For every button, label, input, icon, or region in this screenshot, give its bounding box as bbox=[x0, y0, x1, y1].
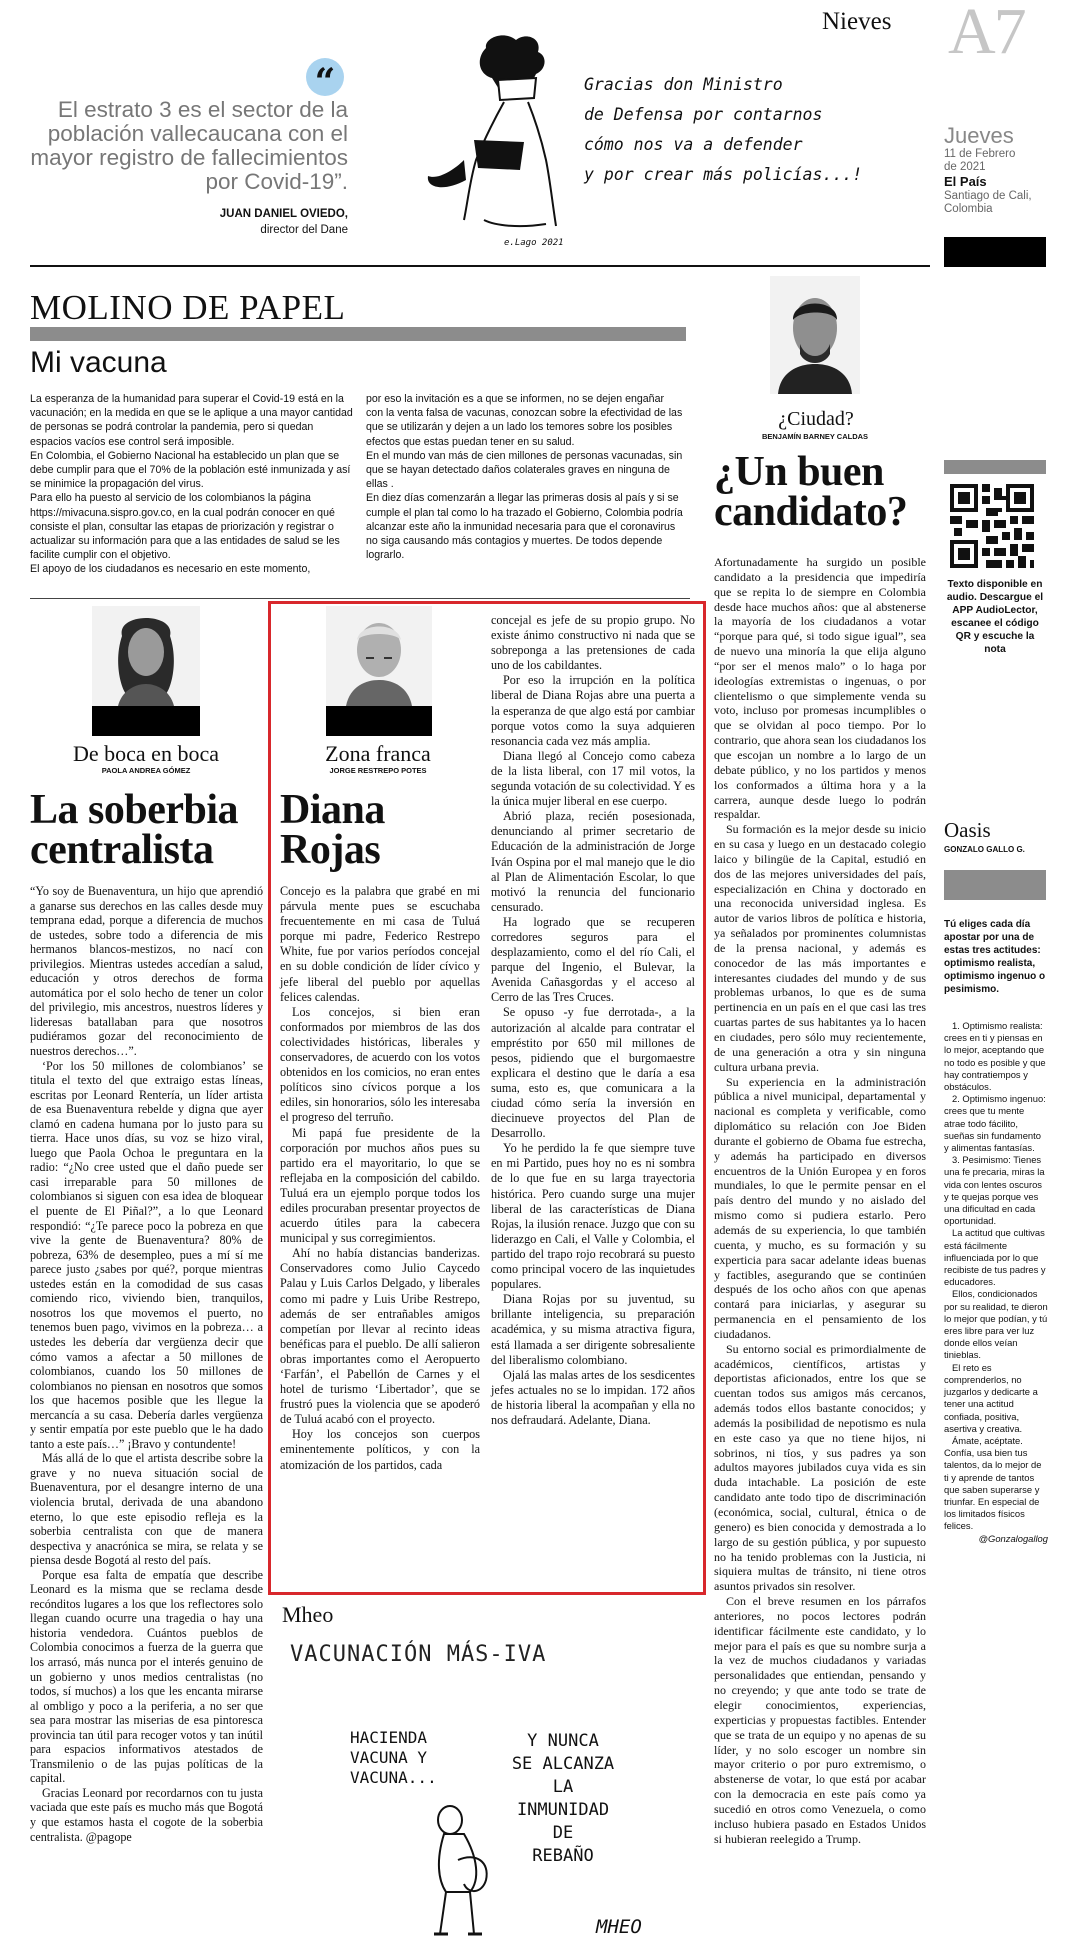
oasis-gray-bar bbox=[944, 870, 1046, 900]
boca-paragraph: Porque esa falta de empatía que describe Leonard es la misma que se reclama desde recónditos lugares a los que los reflectores solo llegan cuando ocurre una tragedia o hay una historia vendedora. Cuántos pueblos de Colombia conocimos a fuerza de la guerra que los arrasó, más nunca por el interés genuino de un gobierno y unos medios centralistas (no todos, sí muchos) a los que les encanta mirarse al ombligo y poco a la periferia, a no ser que sea para mostrar las miserias de esa pintoresca provincia tan útil para recoger votos y tan inútil para espacios informativos atestados de Transmilenio o de las pujas políticas de la capital. bbox=[30, 1567, 263, 1786]
zona-paragraph: concejal es jefe de su propio grupo. No existe ánimo constructivo ni nada que se sobreponga a las pretensiones de cada uno de los cabildantes. bbox=[491, 613, 695, 673]
zona-section: Zona franca bbox=[325, 741, 431, 766]
oasis-paragraph: El reto es comprenderlos, no juzgarlos y dedicarte a tener una actitud confiada, positiva, asertiva y creativa. bbox=[944, 1361, 1038, 1434]
boca-section: De boca en boca bbox=[73, 741, 219, 766]
zona-paragraph: Ojalá las malas artes de los sesdicentes jefes actuales no se lo impidan. 172 años de historia liberal la acompañan y ella no nos defraudará. Adelante, Diana. bbox=[491, 1367, 695, 1427]
editorial-col-1 bbox=[30, 392, 356, 577]
bubble-left-line-3: VACUNA... bbox=[350, 1768, 437, 1787]
boca-author: PAOLA ANDREA GÓMEZ bbox=[101, 766, 191, 775]
oasis-paragraph: 3. Pesimismo: Tienes una fe precaria, miras la vida con lentes oscuros y te quejas porque ves una dificultad en cada oportunidad. bbox=[944, 1154, 1045, 1227]
boca-title-line-1: La soberbia bbox=[30, 787, 239, 833]
cartoon-man-figure bbox=[410, 1800, 500, 1940]
page-number: A7 bbox=[948, 0, 1025, 68]
oasis-title: Oasis bbox=[944, 818, 991, 842]
oasis-body bbox=[944, 1020, 1048, 1545]
bubble-right-line-4: INMUNIDAD bbox=[516, 1800, 610, 1820]
cartoon-woman-figure bbox=[424, 30, 604, 262]
qr-code[interactable] bbox=[950, 484, 1034, 568]
date-block bbox=[944, 124, 1064, 216]
oasis-author: GONZALO GALLO G. bbox=[944, 845, 1025, 854]
boca-title-line-2: centralista bbox=[30, 827, 214, 873]
speech-line-4: y por crear más policías...! bbox=[584, 165, 863, 184]
oasis-paragraph: Ellos, condicionados por su realidad, te dieron lo mejor que podían, y tú eres libre para ver luz donde ellos veían tinieblas. bbox=[944, 1288, 1048, 1361]
bubble-right-line-2: SE ALCANZA bbox=[511, 1754, 615, 1774]
zona-title-line-2: Rojas bbox=[280, 827, 381, 873]
cartoon-speech bbox=[584, 70, 894, 190]
editorial-paragraph: La esperanza de la humanidad para superar el Covid-19 está en la vacunación; en la medida en que se le aplique a una mayor cantidad de personas se podrá controlar la pandemia, pero si quedan espacios vacíos ese control será imposible. bbox=[30, 393, 353, 448]
boca-body bbox=[30, 884, 263, 1844]
zona-paragraph: Mi papá fue presidente de la corporación por muchos años pues su partido era el mayoritario, lo que se reflejaba en la composición del cabildo. Tuluá era un ejemplo porque todos los ediles procuraban presentar proyectos de acuerdo útiles para la cabecera municipal y sus corregimientos. bbox=[280, 1125, 480, 1246]
city-line-2: Colombia bbox=[944, 203, 993, 215]
zona-paragraph: Yo he perdido la fe que siempre tuve en mi Partido, pues hoy no es ni sombra de lo que fue en su larga trayectoria histórica. Pero cuando surge una mujer liberal de las características de Diana Rojas, la ilusión renace. Juzgo que con su liderazgo en Cali, el Valle y Colombia, el partido del trapo rojo recobrará su puesto como principal vocero de las inquietudes populares. bbox=[491, 1141, 695, 1292]
oasis-handle: @Gonzalogallog bbox=[978, 1532, 1048, 1544]
editorial-col-2 bbox=[366, 392, 684, 562]
zona-title bbox=[280, 787, 476, 873]
editorial-section-title: MOLINO DE PAPEL bbox=[30, 288, 346, 327]
newspaper-name: El País bbox=[944, 174, 987, 189]
editorial-paragraph: Para ello ha puesto al servicio de los colombianos la página https://mivacuna.sispro.gov.co, en la cual podrán conocer en qué consiste el plan, consultar las etapas de priorización y registrar o actualizar su información para que a las entidades de salud se les facilite cumplir con el objetivo. bbox=[30, 492, 340, 562]
zona-paragraph: Ahí no había distancias banderizas. Conservadores como Julio Caycedo Palau y Luis Carlos Delgado, y liberales como mi padre y Luis Uribe Restrepo, además de ser entrañables amigos competían por llevar al recinto ideas benéficas para el pueblo. De allí salieron obras importantes como el Aeropuerto ‘Farfán’, el Pabellón de Carnes y el hotel de turismo ‘Libertador’, que se frustró pues la violencia que se apoderó de Tuluá acabó con el proyecto. bbox=[280, 1246, 480, 1427]
qr-instructions: Texto disponible en audio. Descargue el APP AudioLector, escanee el código QR y escuche la nota bbox=[946, 579, 1044, 655]
ciudad-author: BENJAMÍN BARNEY CALDAS bbox=[761, 432, 869, 441]
author-photo-barney bbox=[770, 276, 860, 394]
oasis-paragraph: 2. Optimismo ingenuo: crees que tu mente atrae todo fácilito, sueñas sin fundamento y alimentas fantasías. bbox=[944, 1093, 1046, 1154]
speech-line-1: Gracias don Ministro bbox=[584, 75, 783, 94]
section-name: Nieves bbox=[822, 8, 892, 35]
boca-paragraph: ‘Por los 50 millones de colombianos’ se titula el texto del que extraigo estas líneas, escritas por Leonard Rentería, un líder artista de esa Buenaventura rebelde y digna que ayer clamó en cadena humana por lo justo para su tierra. Hace unos días, su voz se hizo viral, luego que Paola Ochoa le preguntara en la radio: “¿No cree usted que el daño puede ser casi irreparable para 50 millones de colombianos si siguen con esa idea de bloquear el puente de El Piñal?”, a lo que Leonard respondió: “¿Te parece poco la pobreza en que vive la gente de Buenaventura? 80% de pobreza, 63% de desempleo, pues a mí sí me parece justo ¿sabes por qué?, porque mientras ustedes están en la comodidad de sus casas comiendo rico, viviendo bien, tranquilos, nosotros los que movemos el puerto, no tenemos buen pago, vivimos en la pobreza… a ustedes les debería dar vergüenza decir que cómo vamos a afectar a 50 millones de colombianos, cuando los 50 millones de colombianos no piensan en nosotros que somos los que hacemos posible que les llegue la mercancía a su casa. Debería darles vergüenza y sentir empatía por este pueblo que le ha dado tanto a este país…” ¡Bravo y contundente! bbox=[30, 1058, 263, 1451]
ciudad-paragraph: Afortunadamente ha surgido un posible candidato a la presidencia que impediría que se repita lo de siempre en Colombia desde hace muchos años: que al abstenerse la mayoría de los ciudadanos a votar “porque para qué, si todo sigue igual”, sea de nuevo una minoría la que elija alguno “por ser el menos malo” o lo haga por ideologías extremistas o ingenuas, o por clientelismo o que simplemente venda su voto, incluso por promesas incumplibles o que se olvidan al poco tiempo. Por lo contrario, que ahora sean los ciudadanos los que escojan un nombre a lo largo de un debate público, y no los partidos y menos los conformados a última hora y a la carrera, aunque desde luego lo podrán respaldar. bbox=[714, 555, 926, 822]
zona-paragraph: Ha logrado que se recuperen corredores seguros para el desplazamiento, como el del río Cali, el parque del Ingenio, el Bulevar, la Avenida Cañasgordas y el acceso al Cerro de las Tres Cruces. bbox=[491, 914, 695, 1005]
quote-icon: “ bbox=[306, 58, 344, 96]
ciudad-title bbox=[714, 449, 934, 535]
editorial-paragraph: El apoyo de los ciudadanos es necesario en este momento, bbox=[30, 563, 311, 576]
zona-paragraph: Diana llegó al Concejo como cabeza de la lista liberal, con 17 mil votos, la segunda votación de su colectividad. Y es la única mujer liberal en ese cuerpo. bbox=[491, 748, 695, 809]
zona-paragraph: Abrió plaza, recién posesionada, denunciando al primer secretario de Educación de la administración de Jorge Iván Ospina por el mal manejo que le dio al Plan de Alimentación Escolar, lo que motivó la renuncia del funcionario censurado. bbox=[491, 809, 695, 914]
zona-paragraph: Diana Rojas por su juventud, su brillante inteligencia, su preparación académica, y su misma atractiva figura, está llamada a ser dirigente sobresaliente del liberalismo colombiano. bbox=[491, 1292, 695, 1367]
editorial-paragraph: por eso la invitación es a que se informen, no se dejen engañar con la venta falsa de vacunas, conozcan sobre la efectividad de las que se utilizarán y dejen a un lado los temores sobre los posibles efectos que estas puedan tener en su salud. bbox=[366, 393, 683, 448]
cartoon-mheo-signature: MHEO bbox=[596, 1916, 642, 1938]
quote-text: El estrato 3 es el sector de la población vallecaucana con el mayor registro de fallecimientos por Covid-19”. bbox=[30, 97, 348, 194]
boca-paragraph: Más allá de lo que el artista describe sobre la grave y no nueva situación social de Buenaventura, por el desangre interno de una violencia brutal, derivada de una abandono eterno, lo que este episodio refleja es la soberbia centralista con que de manera despectiva y anacrónica se mira, se relata y se piensa desde Bogotá al resto del país. bbox=[30, 1451, 263, 1568]
cartoon-caption: VACUNACIÓN MÁS-IVA bbox=[290, 1642, 547, 1667]
ciudad-body bbox=[714, 555, 926, 1846]
editorial-paragraph: En diez días comenzarán a llegar las primeras dosis al país y si se cumple el plan tal como lo ha trazado el Gobierno, Colombia podría alcanzar este año la inmunidad necesaria para que el coronavirus no siga causando más contagios y muertes. De todos depende lograrlo. bbox=[366, 492, 683, 562]
editorial-paragraph: En Colombia, el Gobierno Nacional ha establecido un plan que se debe cumplir para que el 70% de la población esté inmunizada y así se minimice la propagación del virus. bbox=[30, 449, 351, 491]
oasis-paragraph: Ámate, acéptate. Confía, usa bien tus talentos, da lo mejor de ti y aprende de tantos que saben superarse y triunfar. En especial de los limitados físicos felices. bbox=[944, 1434, 1042, 1532]
author-photo-bar-restrepo bbox=[326, 706, 432, 736]
bubble-right-line-1: Y NUNCA bbox=[527, 1731, 599, 1751]
quote-author: JUAN DANIEL OVIEDO, bbox=[219, 208, 348, 220]
oasis-paragraph: La actitud que cultivas está fácilmente influenciada por lo que recibiste de tus padres y educadores. bbox=[944, 1227, 1046, 1288]
zona-col-1 bbox=[280, 884, 480, 1473]
boca-paragraph: Gracias Leonard por recordarnos con tu justa vaciada que este país es mucho más que Bogotá y que estamos hasta el cogote de la soberbia centralista. @pagope bbox=[30, 1785, 263, 1844]
editorial-title: Mi vacuna bbox=[30, 346, 167, 379]
ciudad-section: ¿Ciudad? bbox=[778, 408, 854, 430]
cartoon-signature: e.Lago 2021 bbox=[504, 238, 564, 248]
ciudad-paragraph: Su formación es la mejor desde su inicio en su casa y luego en un destacado colegio laico y bilingüe de la Capital, estudió en dos de las mejores universidades del país, especialización en China y doctorado en una reconocida universidad inglesa. Es autor de varios libros de política e historia, ya señalados por prominentes columnistas de la prensa nacional, y además es conocedor de las más importantes e interesantes ciudades del mundo y de sus problemas urbanos, lo que es de suma pertinencia en un país en el que casi las tres cuartas partes de sus habitantes ya lo hacen en ciudades, pero sólo muy recientemente, de una generación a otra y sin ninguna cultura urbana previa. bbox=[714, 822, 926, 1074]
cartoon-section-title: Mheo bbox=[282, 1602, 334, 1627]
boca-paragraph: “Yo soy de Buenaventura, un hijo que aprendió a ganarse sus derechos en las calles desde muy temprana edad, porque a diferencia de muchos de ustedes, sobre todo a diferencia de mis hermanos blancos-mestizos, no nací con privilegios. Mientras ustedes accedían a salud, educación y otros derechos de forma automática por el solo hecho de tener un color del privilegio, mis ancestros, nuestros líderes y lideresas batallaban para que nosotros pudiéramos gozar del reconocimiento de nuestros derechos…”. bbox=[30, 884, 263, 1059]
cartoon-bubble-left bbox=[350, 1728, 437, 1788]
ciudad-title-line-1: ¿Un buen bbox=[714, 449, 884, 495]
header-black-bar bbox=[944, 237, 1046, 267]
zona-paragraph: Concejo es la palabra que grabé en mi párvula mente pues se escuchaba frecuentemente en mi casa de Tuluá porque mi padre, Federico Restrepo White, fue por varios períodos concejal en su doble condición de líder cívico y jefe liberal del pueblo por aquellas felices calendas. bbox=[280, 884, 480, 1004]
zona-title-line-1: Diana bbox=[280, 787, 385, 833]
bubble-left-line-2: VACUNA Y bbox=[350, 1748, 428, 1767]
zona-col-2 bbox=[491, 613, 695, 1428]
editorial-section-bar bbox=[30, 327, 686, 341]
zona-author: JORGE RESTREPO POTES bbox=[329, 766, 427, 775]
oasis-paragraph: 1. Optimismo realista: crees en ti y piensas en lo mejor, aceptando que no todo es posible y que hay contratiempos y obstáculos. bbox=[944, 1020, 1046, 1093]
bubble-right-line-6: REBAÑO bbox=[532, 1846, 594, 1866]
ciudad-title-line-2: candidato? bbox=[714, 489, 908, 535]
speech-line-3: cómo nos va a defender bbox=[584, 135, 803, 154]
bubble-right-line-3: LA bbox=[552, 1777, 574, 1797]
zona-paragraph: Los concejos, si bien eran conformados por miembros de las dos colectividades históricas, liberales y conservadores, de acuerdo con los votos obtenidos en los comicios, no eran entes políticos sino cívicos porque a los ediles, sin honorarios, sólo les interesaba el progreso del terruño. bbox=[280, 1004, 480, 1125]
oasis-intro: Tú eliges cada día apostar por una de estas tres actitudes: optimismo realista, optimismo ingenuo o pesimismo. bbox=[944, 919, 1046, 995]
author-photo-gomez bbox=[92, 606, 200, 706]
speech-line-2: de Defensa por contarnos bbox=[584, 105, 823, 124]
author-photo-restrepo bbox=[326, 606, 432, 706]
header-rule bbox=[30, 265, 930, 267]
author-photo-bar-gomez bbox=[92, 706, 200, 736]
bubble-right-line-5: DE bbox=[552, 1823, 574, 1843]
top-cartoon bbox=[424, 30, 894, 262]
date-line-2: de 2021 bbox=[944, 161, 986, 173]
zona-paragraph: Hoy los concejos son cuerpos eminentemente políticos, y con la atomización de los partidos, cada bbox=[280, 1427, 480, 1472]
sidebar-top-bar bbox=[944, 460, 1046, 474]
zona-paragraph: Se opuso -y fue derrotada-, a la autorización al alcalde para contratar el empréstito por 650 mil millones de pesos, pidiendo que el burgomaestre explicara el destino que le daría a esa suma, esto es, que comunicara a la ciudad cómo sería la inversión en diecinueve proyectos del Plan de Desarrollo. bbox=[491, 1005, 695, 1141]
cartoon-bubble-right bbox=[498, 1730, 628, 1868]
ciudad-paragraph: Su experiencia en la administración pública a nivel municipal, departamental y nacional es completa y verificable, como diplomático su relación con Joe Biden durante el gobierno de Obama fue estrecha, y además ha participado en diversos encuentros de la Unión Europea y en foros mundiales, lo que le permite pensar en el país dentro del mundo y no aislado del mismo como si pudiera estarlo. Pero además de su experiencia, lo que también cuenta, y mucho, es su formación y su experticia para sacar adelante ideas buenas y factibles, asegurando que se continúen después de los ocho años con que apenas contará para iniciarlas, y asegurar su permanencia en el pensamiento de los ciudadanos. bbox=[714, 1074, 926, 1341]
ciudad-paragraph: Con el breve resumen en los párrafos anteriores, no pocos lectores podrán identificar fácilmente este candidato, y lo mejor para el país es que su nombre surja a la vez de muchos ciudadanos y variadas personalidades que entiendan, pensando y no creyendo; y que ante todo se trate de elegir conocimientos, experiencias, experticias y propuestas factibles. Entender que se trata de un equipo y no apenas de su líder, y no solo escoger un nombre sin mayor criterio o por puro extremismo, o abstenerse de votar, lo que está por acabar con la democracia en este país como ya sucedió en otros como Venezuela, o como incluso hubiera pasado en Estados Unidos si hubieran reelegido a Trump. bbox=[714, 1594, 926, 1846]
quote-role: director del Dane bbox=[260, 224, 348, 236]
boca-title bbox=[30, 787, 270, 873]
weekday: Jueves bbox=[944, 123, 1014, 148]
city-line-1: Santiago de Cali, bbox=[944, 190, 1032, 202]
editorial-bottom-rule bbox=[30, 598, 690, 599]
date-line-1: 11 de Febrero bbox=[944, 148, 1016, 160]
bubble-left-line-1: HACIENDA bbox=[350, 1728, 428, 1747]
editorial-paragraph: En el mundo van más de cien millones de personas vacunadas, sin que se hayan detectado daños colaterales graves en ninguna de ellas . bbox=[366, 449, 683, 491]
zona-paragraph: Por eso la irrupción en la política liberal de Diana Rojas abre una puerta a la esperanza de que algo está por cambiar porque votos como la suya adquieren resonancia cada vez más amplia. bbox=[491, 673, 695, 748]
ciudad-paragraph: Su entorno social es primordialmente de académicos, científicos, artistas y deportistas aficionados, entre los que se cuentan todos sus amigos más cercanos, además todos ellos bastante conocidos; y además la posibilidad de nepotismo es nula en este caso ya que no tiene hijos, ni sobrinos, ni tíos, y sus padres ya son adultos mayores jubilados cuya vida es sin duda intachable. La posición de este candidato ante todo tipo de discriminación (económica, social, cultural, étnica o de genero) es bien conocida y demostrada a lo largo de su gestión pública, y por supuesto no ha tenido problemas con la Justicia, ni siquiera multas de tránsito, ni tiene otros asuntos privados sin resolver. bbox=[714, 1341, 926, 1594]
